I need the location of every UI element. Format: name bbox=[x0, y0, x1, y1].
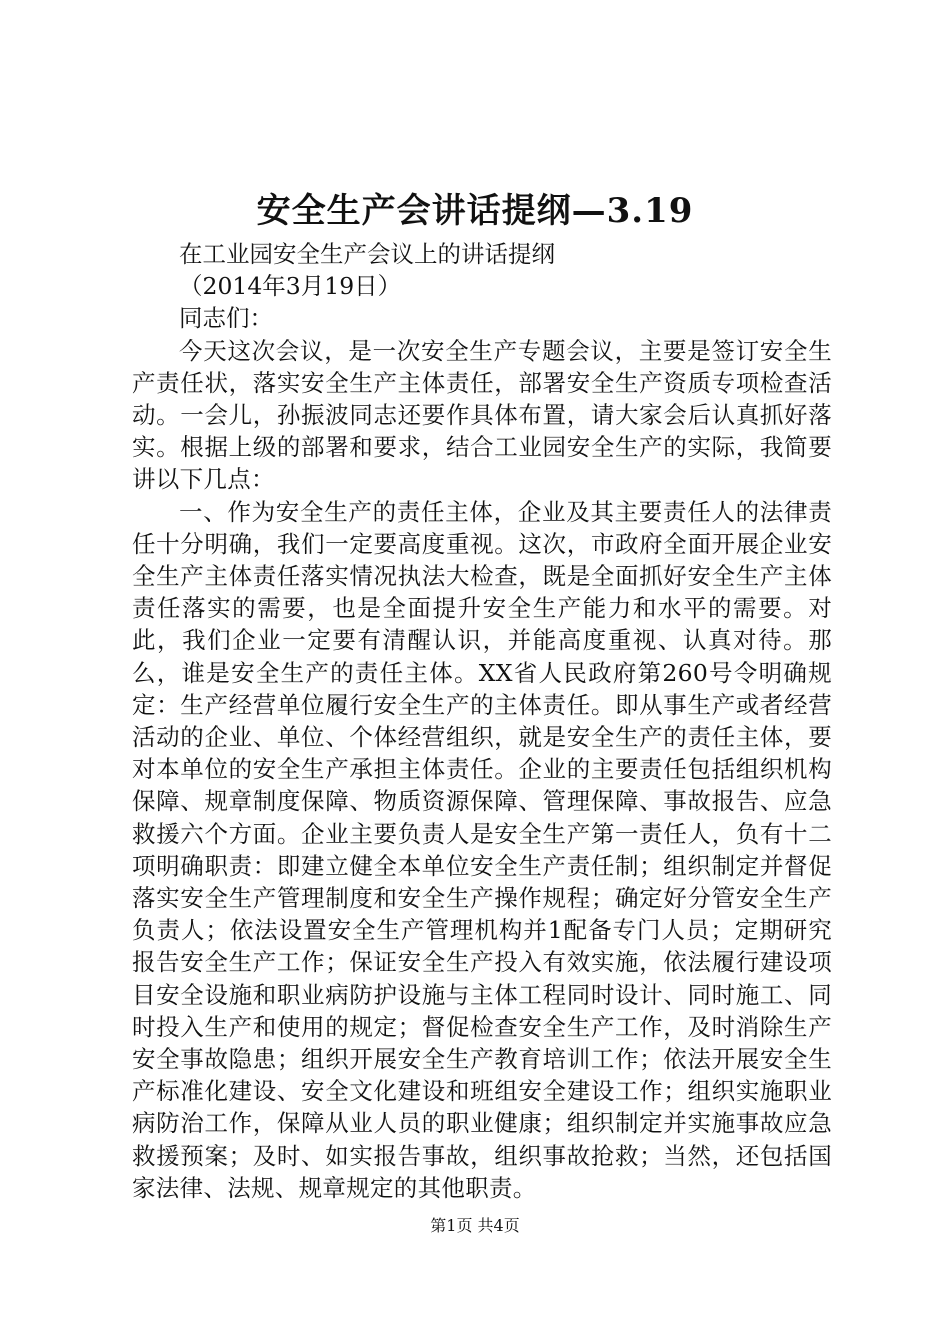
document-body bbox=[132, 238, 832, 1204]
speech-date: （2014年3月19日） bbox=[179, 272, 402, 301]
document-title: 安全生产会讲话提纲—3.19 bbox=[256, 191, 694, 231]
salutation: 同志们： bbox=[179, 304, 273, 333]
paragraph-intro: 今天这次会议，是一次安全生产专题会议，主要是签订安全生产责任状，落实安全生产主体责任，部署安全生产资质专项检查活动。一会儿，孙振波同志还要作具体布置，请大家会后认真抓好落实。根据上级的部署和要求，结合工业园安全生产的实际，我简要讲以下几点： bbox=[132, 336, 832, 494]
speech-subtitle: 在工业园安全生产会议上的讲话提纲 bbox=[179, 240, 555, 268]
page-number-footer: 第1页 共4页 bbox=[430, 1216, 520, 1235]
paragraph-section-1: 一、作为安全生产的责任主体，企业及其主要责任人的法律责任十分明确，我们一定要高度重视。这次，市政府全面开展企业安全生产主体责任落实情况执法大检查，既是全面抓好安全生产主体责任落实的需要，也是全面提升安全生产能力和水平的需要。对此，我们企业一定要有清醒认识，并能高度重视、认真对待。那么，谁是安全生产的责任主体。XX省人民政府第260号令明确规定：生产经营单位履行安全生产的主体责任。即从事生产或者经营活动的企业、单位、个体经营组织，就是安全生产的责任主体，要对本单位的安全生产承担主体责任。企业的主要责任包括组织机构保障、规章制度保障、物质资源保障、管理保障、事故报告、应急救援六个方面。企业主要负责人是安全生产第一责任人，负有十二项明确职责：即建立健全本单位安全生产责任制；组织制定并督促落实安全生产管理制度和安全生产操作规程；确定好分管安全生产负责人；依法设置安全生产管理机构并1配备专门人员；定期研究报告安全生产工作；保证安全生产投入有效实施，依法履行建设项目安全设施和职业病防护设施与主体工程同时设计、同时施工、同时投入生产和使用的规定；督促检查安全生产工作，及时消除生产安全事故隐患；组织开展安全生产教育培训工作；依法开展安全生产标准化建设、安全文化建设和班组安全建设工作；组织实施职业病防治工作，保障从业人员的职业健康；组织制定并实施事故应急救援预案；及时、如实报告事故，组织事故抢救；当然，还包括国家法律、法规、规章规定的其他职责。 bbox=[132, 497, 832, 1202]
